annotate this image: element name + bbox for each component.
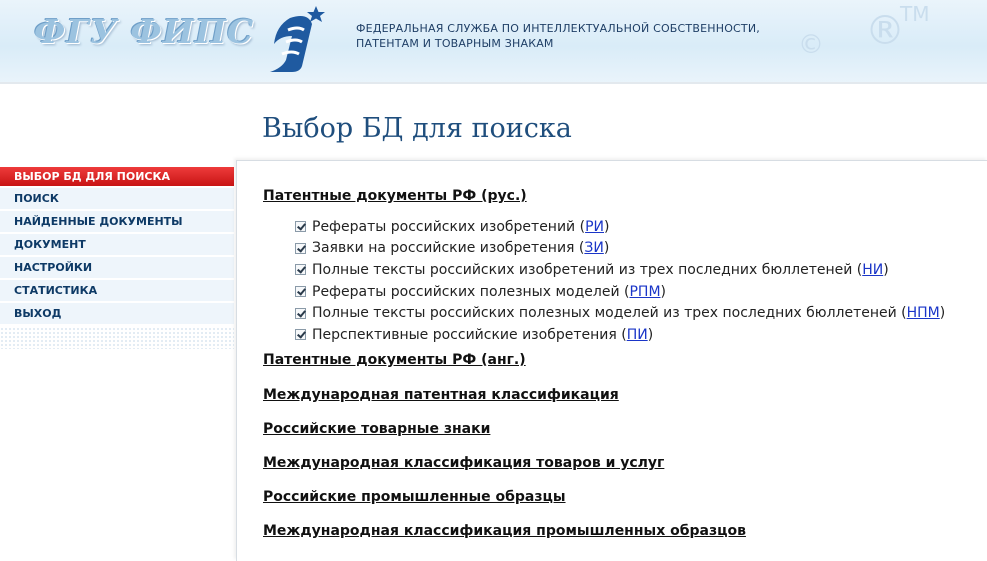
- trademark-watermark-icon: TM: [900, 2, 930, 26]
- db-checkbox-ni[interactable]: [295, 264, 306, 275]
- section-link-rf-industrial-designs[interactable]: Российские промышленные образцы: [263, 489, 566, 505]
- db-checkbox-rpm[interactable]: [295, 286, 306, 297]
- agency-name-line-2: ПАТЕНТАМ И ТОВАРНЫМ ЗНАКАМ: [356, 37, 554, 50]
- db-checkbox-zi[interactable]: [295, 243, 306, 254]
- nav-item-search[interactable]: ПОИСК: [0, 188, 234, 210]
- fips-emblem-icon: [262, 2, 330, 74]
- site-header: [0, 0, 987, 84]
- nav-item-exit[interactable]: ВЫХОД: [0, 303, 234, 325]
- db-label-suffix: ): [604, 218, 610, 235]
- list-item: [295, 302, 945, 324]
- list-item: [295, 238, 945, 260]
- db-label-suffix: ): [883, 261, 889, 278]
- section-link-rf-patents-eng[interactable]: Патентные документы РФ (анг.): [263, 352, 526, 368]
- db-label: Рефераты российских полезных моделей (: [312, 283, 630, 300]
- site-logo[interactable]: ФГУ ФИПС: [34, 12, 255, 51]
- registered-watermark-icon: ®: [865, 8, 905, 54]
- section-link-rf-patents-rus[interactable]: Патентные документы РФ (рус.): [263, 188, 527, 204]
- agency-name-line-1: ФЕДЕРАЛЬНАЯ СЛУЖБА ПО ИНТЕЛЛЕКТУАЛЬНОЙ СОБСТВЕННОСТИ,: [356, 22, 760, 35]
- sidebar-nav: [0, 167, 234, 349]
- db-label: Полные тексты российских изобретений из трех последних бюллетеней (: [312, 261, 863, 278]
- agency-name: [356, 21, 760, 51]
- list-item: [295, 281, 945, 303]
- db-label-suffix: ): [603, 240, 610, 257]
- db-label-suffix: ): [660, 283, 666, 300]
- db-checkbox-pi[interactable]: [295, 329, 306, 340]
- db-label: Перспективные российские изобретения (: [312, 326, 627, 343]
- db-selection-panel: [236, 160, 987, 561]
- db-code-link-ri[interactable]: РИ: [585, 218, 604, 235]
- section-link-rf-trademarks[interactable]: Российские товарные знаки: [263, 421, 491, 437]
- db-label: Полные тексты российских полезных моделей из трех последних бюллетеней (: [312, 305, 907, 322]
- nav-item-document[interactable]: ДОКУМЕНТ: [0, 234, 234, 256]
- db-label-suffix: ): [647, 326, 654, 343]
- sidebar-decoration: [0, 327, 234, 349]
- db-label: Рефераты российских изобретений (: [312, 218, 586, 235]
- section-link-nice-classification[interactable]: Международная классификация товаров и услуг: [263, 455, 665, 471]
- db-label-suffix: ): [939, 305, 946, 322]
- db-checkbox-npm[interactable]: [295, 308, 306, 319]
- section-link-locarno-classification[interactable]: Международная классификация промышленных образцов: [263, 523, 746, 539]
- list-item: [295, 259, 945, 281]
- copyright-watermark-icon: ©: [798, 30, 824, 60]
- nav-item-settings[interactable]: НАСТРОЙКИ: [0, 257, 234, 279]
- db-code-link-ni[interactable]: НИ: [862, 261, 884, 278]
- db-code-link-rpm[interactable]: РПМ: [629, 283, 661, 300]
- db-label: Заявки на российские изобретения (: [312, 240, 585, 257]
- db-code-link-zi[interactable]: ЗИ: [584, 240, 604, 257]
- section-link-ipc[interactable]: Международная патентная классификация: [263, 387, 619, 403]
- list-item: [295, 216, 945, 238]
- nav-item-select-db[interactable]: ВЫБОР БД ДЛЯ ПОИСКА: [0, 167, 234, 187]
- nav-item-statistics[interactable]: СТАТИСТИКА: [0, 280, 234, 302]
- page-title: Выбор БД для поиска: [262, 113, 572, 144]
- nav-item-found-documents[interactable]: НАЙДЕННЫЕ ДОКУМЕНТЫ: [0, 211, 234, 233]
- db-code-link-pi[interactable]: ПИ: [626, 326, 648, 343]
- db-checkbox-ri[interactable]: [295, 221, 306, 232]
- db-checkbox-list: [295, 216, 945, 346]
- db-code-link-npm[interactable]: НПМ: [906, 305, 940, 322]
- list-item: [295, 324, 945, 346]
